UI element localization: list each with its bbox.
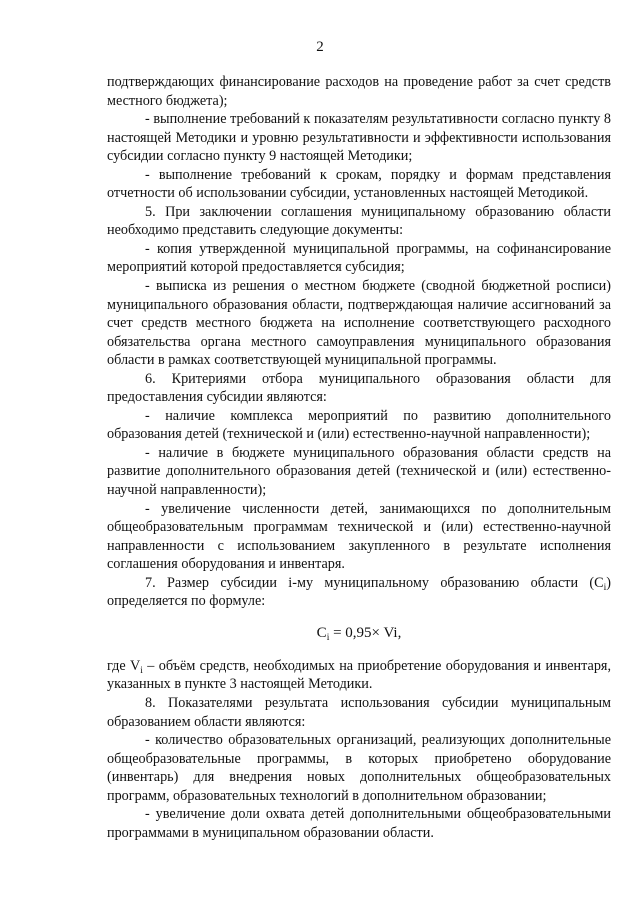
formula-explanation-subscript: i: [140, 665, 143, 676]
list-item-measures-complex: - наличие комплекса мероприятий по развитию дополнительного образования детей (технической и (или) естественно-научной направленности);: [107, 407, 611, 443]
document-body: [107, 73, 611, 842]
clause-7-subscript: i: [603, 582, 607, 593]
formula-lhs-subscript: i: [326, 632, 330, 643]
list-item-budget-extract: - выписка из решения о местном бюджете (сводной бюджетной росписи) муниципального образования области, подтверждающая наличие ассигнований за счет средств местного бюджета на исполнение соответствующего расходного обязательства органа местного самоуправления муниципального образования области в рамках соответствующей муниципальной программы.: [107, 278, 611, 369]
paragraph-continuation: подтверждающих финансирование расходов на проведение работ за счет средств местного бюджета);: [107, 74, 611, 109]
page-number: 2: [316, 39, 324, 55]
clause-7-text-end: ) определяется по формуле:: [107, 574, 611, 610]
list-item-coverage-share: - увеличение доли охвата детей дополнительными общеобразовательными программами в муниципальном образовании области.: [107, 806, 611, 841]
list-item-performance-requirements: - выполнение требований к показателям результативности согласно пункту 8 настоящей Методики и уровню результативности и эффективности использования субсидии согласно пункту 9 настоящей Методики;: [107, 111, 611, 165]
formula-explanation: [107, 657, 611, 694]
formula-lhs: C: [316, 624, 327, 641]
paragraph-clause-6: 6. Критериями отбора муниципального образования области для предоставления субсидии являются:: [107, 370, 611, 406]
paragraph-clause-7: [107, 574, 611, 611]
list-item-program-copy: - копия утвержденной муниципальной программы, на софинансирование мероприятий которой предоставляется субсидия;: [107, 240, 611, 276]
formula-rhs: = 0,95× Vi,: [329, 624, 402, 641]
formula-explanation-prefix: где V: [107, 657, 141, 674]
formula-explanation-text: – объём средств, необходимых на приобретение оборудования и инвентаря, указанных в пункте 3 настоящей Методики.: [107, 657, 611, 693]
list-item-reporting-requirements: - выполнение требований к срокам, порядку и формам представления отчетности об использовании субсидии, установленных настоящей Методикой.: [107, 166, 611, 202]
paragraph-clause-5: 5. При заключении соглашения муниципальному образованию области необходимо представить следующие документы:: [107, 203, 611, 239]
list-item-budget-funds: - наличие в бюджете муниципального образования области средств на развитие дополнительного образования детей (технической и (или) естественно-научной направленности);: [107, 444, 611, 499]
clause-7-text-start: 7. Размер субсидии i-му муниципальному образованию области (C: [145, 574, 604, 591]
list-item-organizations-count: - количество образовательных организаций, реализующих дополнительные общеобразовательные программы, в которых приобретено оборудование (инвентарь) для внедрения новых дополнительных общеобразовательных программ, образовательных технологий в дополнительном образовании;: [107, 732, 611, 804]
list-item-children-increase: - увеличение численности детей, занимающихся по дополнительным общеобразовательным программам технической и (или) естественно-научной направленности с использованием закупленного в результате исполнения соглашения оборудования и инвентаря.: [107, 500, 611, 573]
paragraph-clause-8: 8. Показателями результата использования субсидии муниципальным образованием области являются:: [107, 694, 611, 730]
subsidy-formula: [107, 622, 611, 644]
